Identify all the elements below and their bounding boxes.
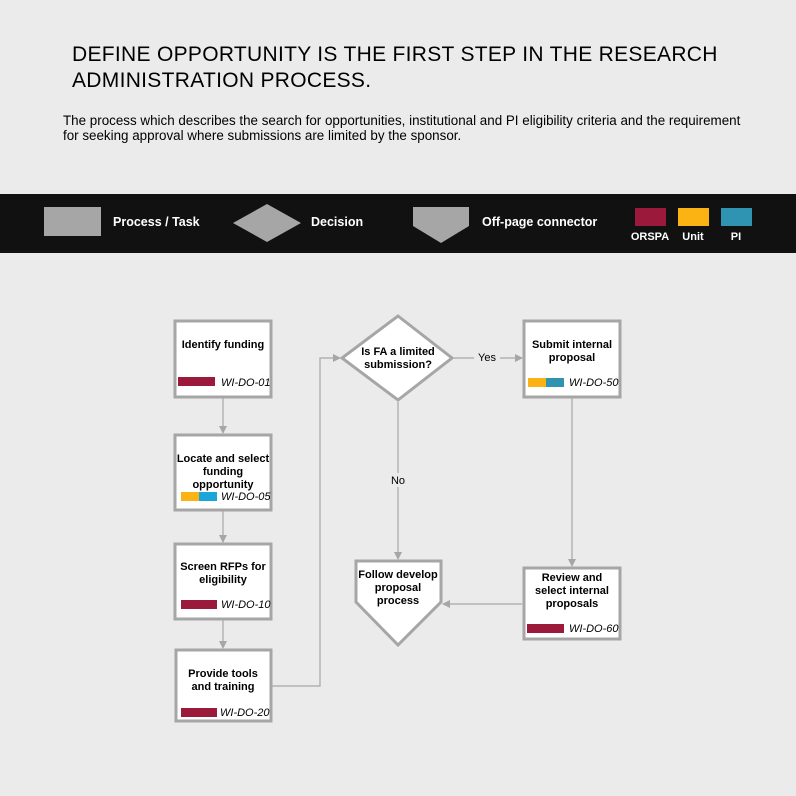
process-box-provide-tools <box>176 650 271 721</box>
decision-label-line-1: Is FA a limited <box>361 346 435 358</box>
tools-label-line-2: and training <box>191 681 255 693</box>
process-box-identify-funding <box>175 321 271 397</box>
locate-label-line-2: funding <box>202 466 244 478</box>
page-title-line-2: ADMINISTRATION PROCESS. <box>72 69 372 92</box>
process-box-review-proposals <box>524 568 620 639</box>
follow-label-line-3: process <box>376 595 420 607</box>
decision-limited-submission <box>342 316 452 400</box>
tools-label-line-1: Provide tools <box>188 668 258 680</box>
review-code: WI-DO-60 <box>569 623 619 635</box>
legend-connector-label: Off-page connector <box>482 215 598 229</box>
role-pi-bar <box>199 492 217 501</box>
review-label-line-3: proposals <box>545 598 599 610</box>
role-orspa-bar <box>527 624 564 633</box>
process-box-submit-proposal <box>524 321 620 397</box>
legend-decision-label: Decision <box>311 215 364 229</box>
submit-label-line-2: proposal <box>548 352 596 364</box>
locate-code: WI-DO-05 <box>221 491 271 503</box>
screen-code: WI-DO-10 <box>221 599 271 611</box>
page-title-line-1: DEFINE OPPORTUNITY IS THE FIRST STEP IN THE RESEARCH <box>72 43 718 66</box>
identify-label: Identify funding <box>181 339 265 351</box>
tools-code: WI-DO-20 <box>220 707 270 719</box>
role-unit-bar <box>181 492 199 501</box>
legend-unit-label: Unit <box>682 231 704 243</box>
locate-label-line-3: opportunity <box>192 479 254 491</box>
process-description-line-1: The process which describes the search for opportunities, institutional and PI eligibility criteria and the requirement <box>63 113 741 128</box>
follow-label-line-1: Follow develop <box>358 569 438 581</box>
process-box-locate-funding <box>175 435 271 510</box>
submit-label-line-1: Submit internal <box>531 339 613 351</box>
screen-label-line-1: Screen RFPs for <box>180 561 266 573</box>
role-unit-bar <box>528 378 546 387</box>
identify-code: WI-DO-01 <box>221 377 271 389</box>
offpage-connector-follow-develop <box>356 561 441 645</box>
role-orspa-bar <box>181 708 217 717</box>
no-label: No <box>390 475 406 487</box>
role-orspa-bar <box>181 600 217 609</box>
decision-label-line-2: submission? <box>364 359 432 371</box>
role-pi-bar <box>546 378 564 387</box>
yes-label: Yes <box>478 352 496 364</box>
screen-label-line-2: eligibility <box>199 574 247 586</box>
review-label-line-2: select internal <box>535 585 609 597</box>
role-orspa-bar <box>178 377 215 386</box>
process-box-screen-rfps <box>175 544 271 619</box>
legend-process-label: Process / Task <box>113 215 200 229</box>
follow-label-line-2: proposal <box>374 582 422 594</box>
legend-orspa-label: ORSPA <box>630 231 670 243</box>
edge-tools-to-decision <box>272 358 340 686</box>
locate-label-line-1: Locate and select <box>176 453 270 465</box>
process-description-line-2: for seeking approval where submissions are limited by the sponsor. <box>63 128 462 143</box>
legend-pi-label: PI <box>730 231 742 243</box>
review-label-line-1: Review and <box>541 572 603 584</box>
submit-code: WI-DO-50 <box>569 377 619 389</box>
